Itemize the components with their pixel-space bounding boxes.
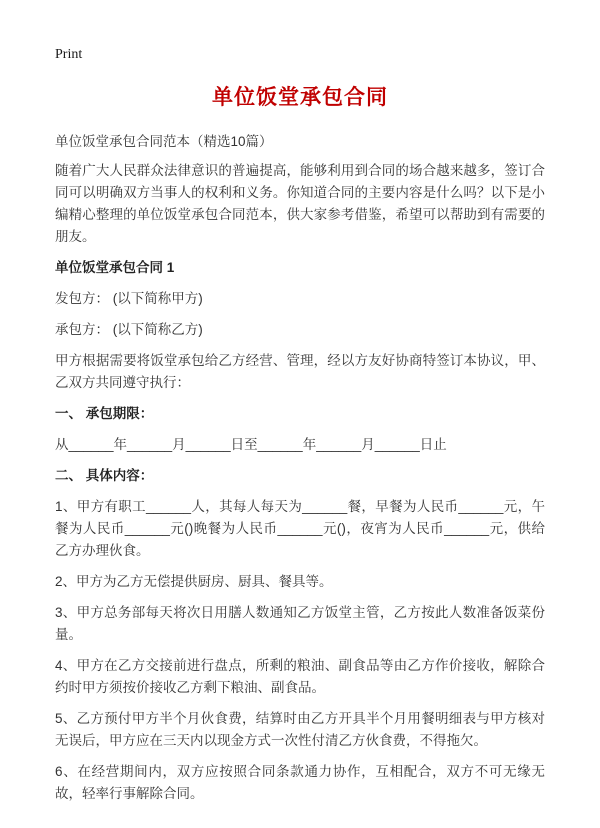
clause-paragraph-5: 5、乙方预付甲方半个月伙食费，结算时由乙方开具半个月用餐明细表与甲方核对无误后，甲方应在三天内以现金方式一次性付清乙方伙食费，不得拖欠。: [55, 711, 545, 748]
party-b-line: 承包方： (以下简称乙方): [55, 322, 203, 337]
content-heading: 二、 具体内容：: [55, 468, 154, 483]
clause-paragraph-2: 2、甲方为乙方无偿提供厨房、厨具、餐具等。: [55, 574, 333, 589]
print-link[interactable]: Print: [55, 47, 83, 62]
document-title: 单位饭堂承包合同: [212, 86, 388, 109]
term-heading: 一、 承包期限：: [55, 406, 154, 421]
intro-paragraph: 随着广大人民群众法律意识的普遍提高，能够利用到合同的场合越来越多，签订合同可以明确双方当事人的权利和义务。你知道合同的主要内容是什么吗？以下是小编精心整理的单位饭堂承包合同范本，供大家参考借鉴，希望可以帮助到有需要的朋友。: [55, 163, 545, 244]
clause-paragraph-4: 4、甲方在乙方交接前进行盘点，所剩的粮油、副食品等由乙方作价接收，解除合约时甲方须按价接收乙方剩下粮油、副食品。: [55, 658, 545, 695]
contract-heading: 单位饭堂承包合同 1: [55, 260, 175, 275]
preamble-paragraph: 甲方根据需要将饭堂承包给乙方经营、管理，经以方友好协商特签订本协议，甲、乙双方共同遵守执行：: [55, 353, 545, 390]
party-a-line: 发包方： (以下简称甲方): [55, 291, 203, 306]
term-blank-line: 从______年______月______日至______年______月______日止: [55, 437, 447, 452]
clause-paragraph-3: 3、甲方总务部每天将次日用膳人数通知乙方饭堂主管，乙方按此人数准备饭菜份量。: [55, 605, 545, 642]
clause-paragraph-6: 6、在经营期间内，双方应按照合同条款通力协作，互相配合，双方不可无缘无故，轻率行事解除合同。: [55, 764, 545, 801]
clause-paragraph-1: 1、甲方有职工______人，其每人每天为______餐，早餐为人民币______元，午餐为人民币______元()晚餐为人民币______元()，夜宵为人民币______元，供给乙方办理伙食。: [55, 499, 545, 558]
document-subtitle: 单位饭堂承包合同范本（精选10篇）: [55, 134, 273, 149]
